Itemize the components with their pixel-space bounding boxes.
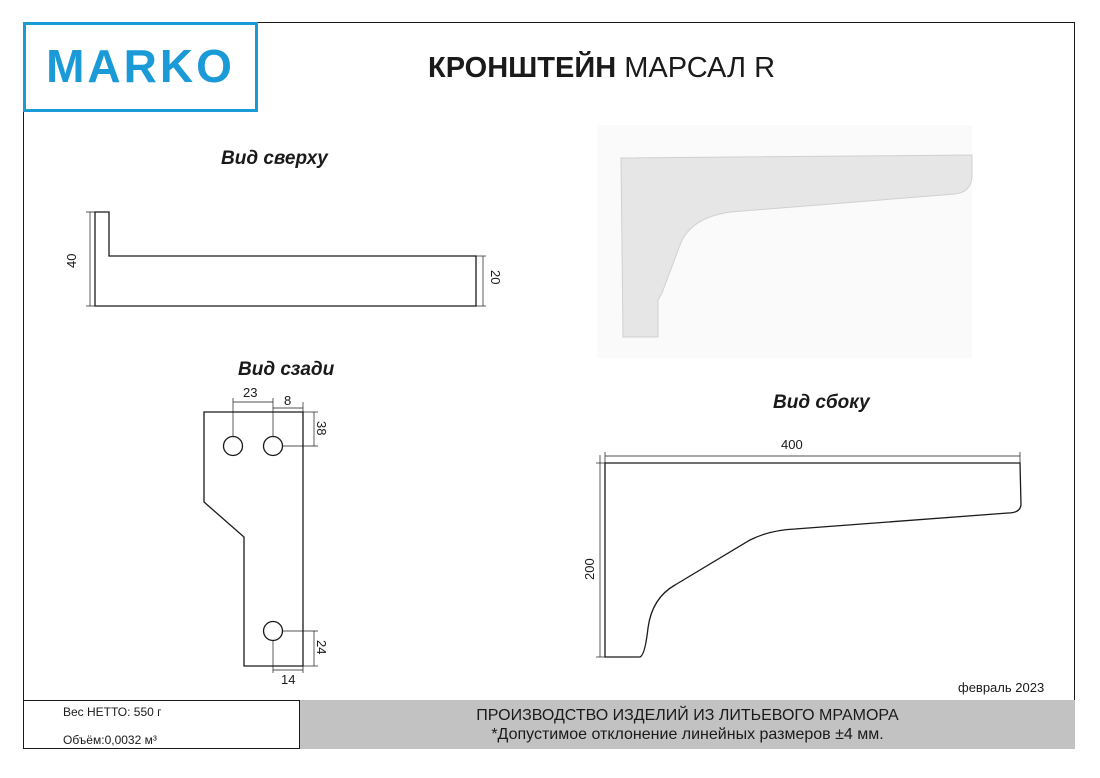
back-view-dim-23: 23: [243, 385, 258, 400]
title-model: МАРСАЛ R: [624, 52, 776, 84]
tolerance-note: *Допустимое отклонение линейных размеров ±4 мм.: [491, 726, 884, 743]
net-weight: Вес НЕТТО: 550 г: [63, 705, 162, 719]
top-view-label: Вид сверху: [221, 148, 328, 169]
back-view-label: Вид сзади: [238, 359, 335, 380]
back-view-dim-24: 24: [314, 640, 329, 655]
back-view-drawing: [204, 398, 318, 673]
back-view-dim-38: 38: [314, 421, 329, 436]
side-view-dim-width: 400: [781, 437, 803, 452]
side-view-drawing: [596, 452, 1021, 657]
top-view-dim-height: 40: [64, 253, 79, 268]
production-text: ПРОИЗВОДСТВО ИЗДЕЛИЙ ИЗ ЛИТЬЕВОГО МРАМОРА: [476, 707, 899, 724]
revision-date: февраль 2023: [958, 680, 1045, 695]
top-view-drawing: [86, 212, 486, 306]
logo-text: MARKO: [46, 40, 235, 92]
back-view-dim-8: 8: [284, 393, 292, 408]
back-view-dim-14: 14: [281, 672, 296, 687]
side-view-label: Вид сбоку: [773, 392, 870, 413]
volume: Объём:0,0032 м³: [63, 733, 157, 747]
top-view-dim-end: 20: [488, 270, 503, 285]
footer-production-info: [299, 700, 1075, 749]
side-view-dim-height: 200: [582, 558, 597, 580]
title-product-type: КРОНШТЕЙН: [428, 52, 617, 84]
footer-specs: [23, 700, 299, 749]
product-render: [621, 155, 972, 337]
